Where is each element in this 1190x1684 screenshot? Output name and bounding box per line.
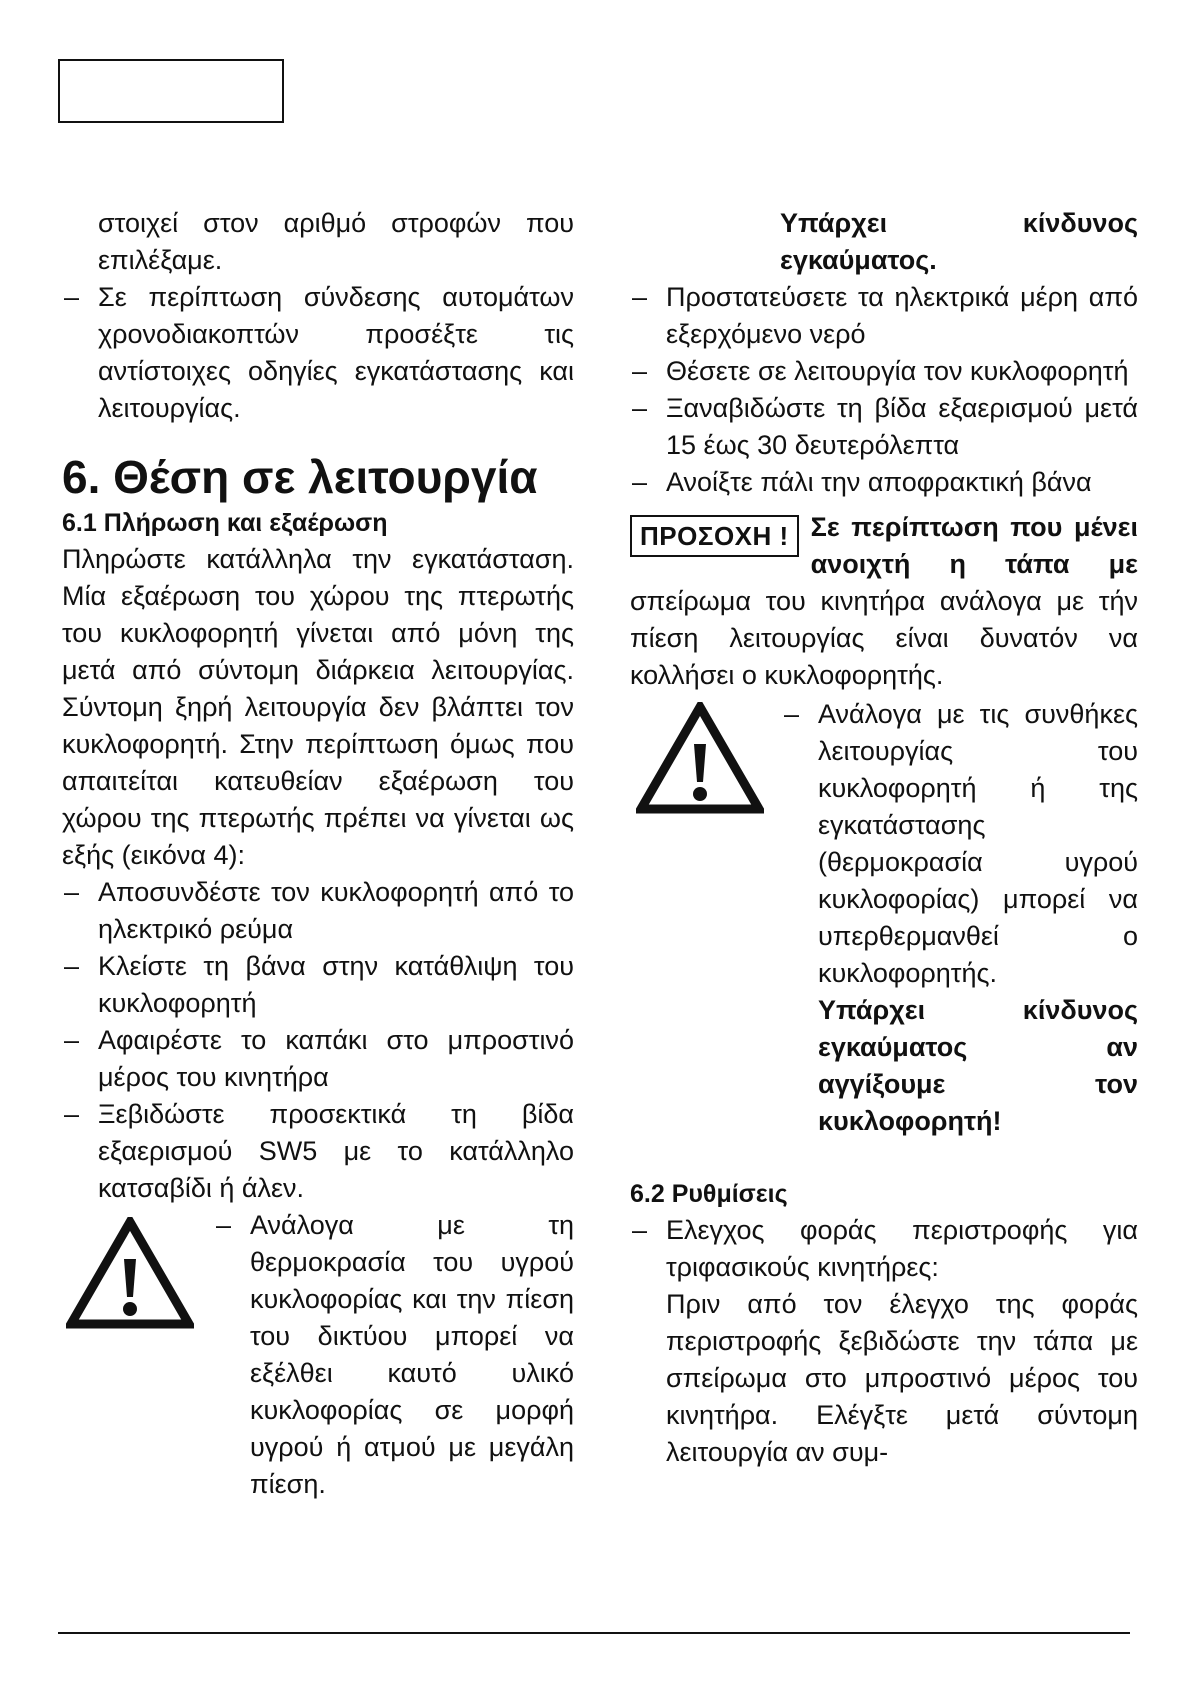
right-column (630, 205, 1138, 1471)
list-item-text: Ελεγχος φοράς περιστροφής για τριφασικούς κινητήρες: (666, 1215, 1138, 1282)
list-item (630, 1212, 1138, 1286)
burn-warning: Υπάρχει κίνδυνος εγκαύματος. (780, 208, 1138, 275)
subsection-heading: 6.2 Ρυθμίσεις (630, 1180, 788, 1208)
step-text: Αποσυνδέστε τον κυκλοφορητή από το ηλεκτρικό ρεύμα (98, 877, 574, 944)
step-text: Ανοίξτε πάλι την αποφρακτική βάνα (666, 467, 1092, 497)
subsection-heading: 6.1 Πλήρωση και εξαέρωση (62, 509, 388, 537)
intro-continuation: στοιχεί στον αριθμό στροφών που επιλέξαμε. (98, 208, 574, 275)
step-item (62, 1096, 574, 1207)
step-item (630, 279, 1138, 353)
step-item (62, 948, 574, 1022)
burn-warning: Υπάρχει κίνδυνος εγκαύματος αν αγγίξουμε τον κυκλοφορητή! (818, 995, 1138, 1136)
warning-block (62, 1207, 574, 1503)
dash-bullet: – (64, 1099, 80, 1129)
step-item (62, 1022, 574, 1096)
warning-triangle-icon (636, 702, 764, 814)
caution-block (630, 509, 1138, 694)
step-item (630, 464, 1138, 501)
dash-bullet: – (64, 877, 80, 907)
list-item-text: Σε περίπτωση σύνδεσης αυτομάτων χρονοδιακοπτών προσέξτε τις αντίστοιχες οδηγίες εγκατάστασης και λειτουργίας. (98, 282, 574, 423)
dash-bullet: – (632, 282, 648, 312)
header-blank-box (58, 59, 284, 123)
caution-label: ΠΡΟΣΟΧΗ ! (630, 515, 799, 557)
body-paragraph: Πληρώστε κατάλληλα την εγκατάσταση. Μία εξαέρωση του χώρου της πτερωτής του κυκλοφορητή γίνεται από μόνη της μετά από σύντομη διάρκεια λειτουργίας. Σύντομη ξηρή λειτουργία δεν βλάπτει τον κυκλοφορητή. Στην περίπτωση όμως που απαιτείται κατευθείαν εξαέρωση του χώρου της πτερωτής πρέπει να γίνεται ως εξής (εικόνα 4): (62, 544, 574, 870)
dash-bullet: – (632, 356, 648, 386)
step-text: Ξεβιδώστε προσεκτικά τη βίδα εξαερισμού SW5 με το κατάλληλο κατσαβίδι ή άλεν. (98, 1099, 574, 1203)
step-text: Προστατεύσετε τα ηλεκτρικά μέρη από εξερχόμενο νερό (666, 282, 1138, 349)
dash-bullet: – (632, 393, 648, 423)
dash-bullet: – (64, 282, 80, 312)
list-item (62, 279, 574, 427)
warning-item (214, 1207, 574, 1503)
dash-bullet: – (64, 1025, 80, 1055)
dash-bullet: – (632, 1215, 648, 1245)
caution-rest-text: σπείρωμα του κινητήρα ανάλογα με τήν πίεση λειτουργίας είναι δυνατόν να κολλήσει ο κυκλοφορητής. (630, 586, 1138, 690)
step-item (630, 353, 1138, 390)
warning-text: Ανάλογα με τις συνθήκες λειτουργίας του κυκλοφορητή ή της εγκατάστασης (θερμοκρασία υγρού κυκλοφορίας) μπορεί να υπερθερμανθεί ο κυκλοφορητής. (818, 699, 1138, 988)
step-text: Θέσετε σε λειτουργία τον κυκλοφορητή (666, 356, 1129, 386)
dash-bullet: – (64, 951, 80, 981)
body-paragraph: Πριν από τον έλεγχο της φοράς περιστροφής ξεβιδώστε την τάπα με σπείρωμα στο μπροστινό μέρος του κινητήρα. Ελέγξτε μετά σύντομη λειτουργία αν συμ- (666, 1289, 1138, 1467)
step-item (62, 874, 574, 948)
section-heading: 6. Θέση σε λειτουργία (62, 451, 538, 503)
caution-bold-text: Σε περίπτωση που μένει ανοιχτή η τάπα με (810, 512, 1138, 579)
dash-bullet: – (784, 699, 800, 729)
left-column (62, 205, 574, 1503)
warning-item (782, 696, 1138, 992)
warning-triangle-icon (66, 1217, 194, 1329)
footer-rule (58, 1632, 1130, 1634)
step-text: Ξαναβιδώστε τη βίδα εξαερισμού μετά 15 έως 30 δευτερόλεπτα (666, 393, 1138, 460)
dash-bullet: – (632, 467, 648, 497)
step-text: Αφαιρέστε το καπάκι στο μπροστινό μέρος του κινητήρα (98, 1025, 574, 1092)
dash-bullet: – (216, 1210, 232, 1240)
warning-text: Ανάλογα με τη θερμοκρασία του υγρού κυκλοφορίας και την πίεση του δικτύου μπορεί να εξέλθει καυτό υλικό κυκλοφορίας σε μορφή υγρού ή ατμού με μεγάλη πίεση. (250, 1210, 574, 1499)
step-item (630, 390, 1138, 464)
step-text: Κλείστε τη βάνα στην κατάθλιψη του κυκλοφορητή (98, 951, 574, 1018)
warning-block (630, 696, 1138, 1140)
